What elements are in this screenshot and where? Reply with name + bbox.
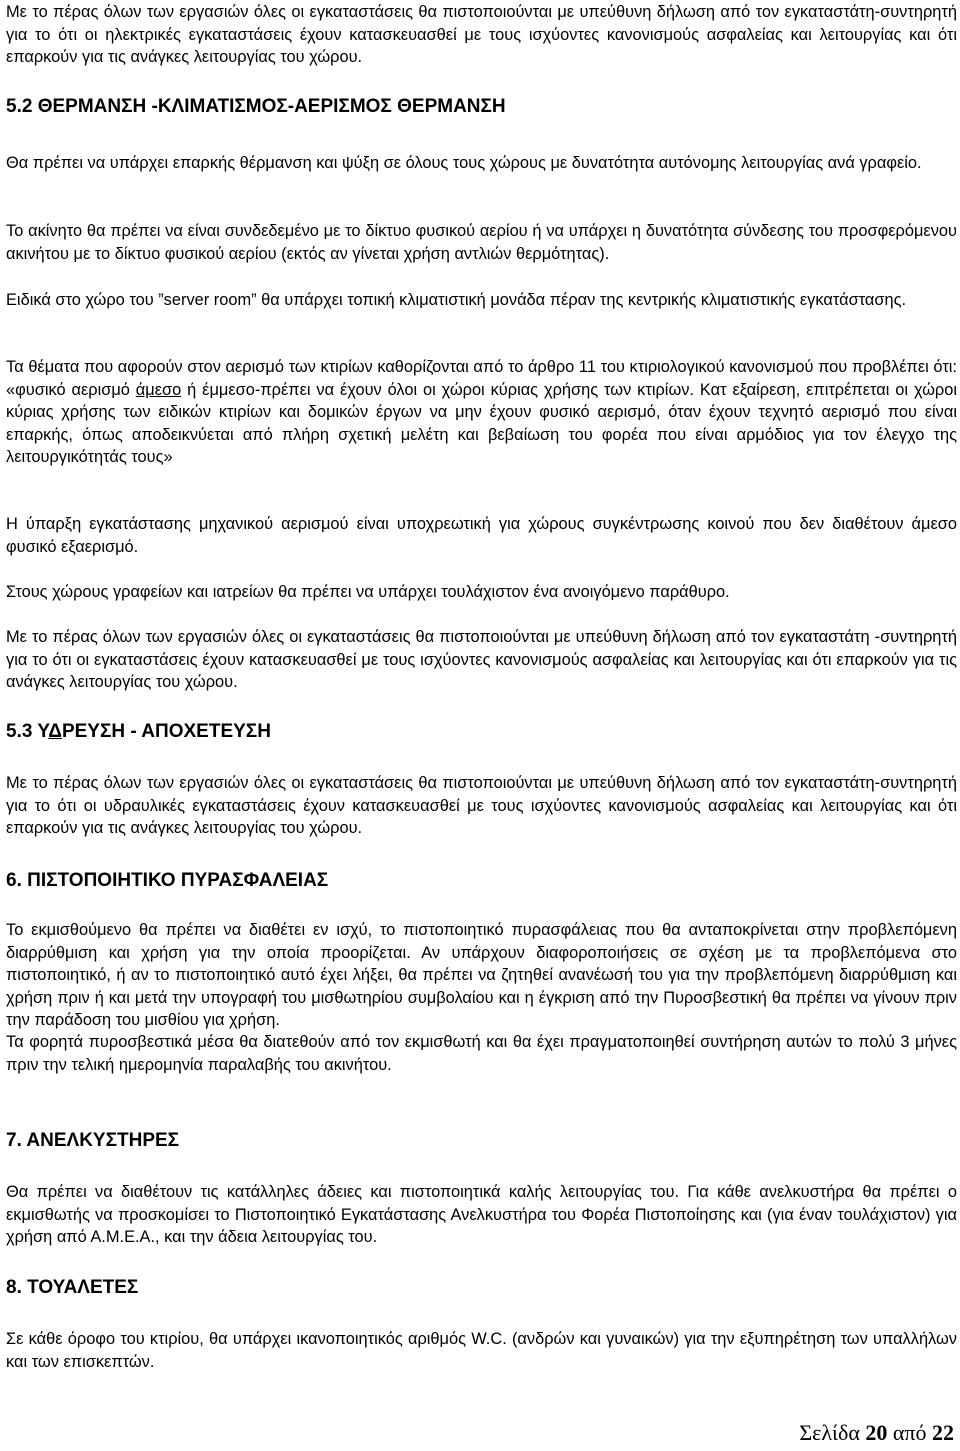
section-6-heading: 6. ΠΙΣΤΟΠΟΙΗΤΙΚΟ ΠΥΡΑΣΦΑΛΕΙΑΣ: [6, 870, 329, 891]
footer-label: Σελίδα: [799, 1420, 860, 1445]
section-5-3-heading: [6, 720, 271, 744]
s53-heading-part-1: 5.3 Υ: [6, 721, 49, 742]
footer-of: από: [892, 1420, 927, 1445]
section-7-heading: 7. ΑΝΕΛΚΥΣΤΗΡΕΣ: [6, 1130, 180, 1151]
s53-heading-underlined: Δ: [48, 721, 62, 742]
s6-paragraph-1: Το εκμισθούμενο θα πρέπει να διαθέτει εν ισχύ, το πιστοποιητικό πυρασφάλειας που θα ανταποκρίνεται στην προβλεπόμενη διαρρύθμιση και χρήση για την οποία προορίζεται. Αν υπάρχουν διαφοροποιήσεις σε σχέση με τα προβλεπόμενα στο πιστοποιητικό, ή αν το πιστοποιητικό αυτό έχει λήξει, θα πρέπει να ζητηθεί ανανέωσή του για την προβλεπόμενη διαρρύθμιση και χρήση πριν ή και μετά την υπογραφή του μισθωτηρίου συμβολαίου και η έγκριση από την Πυροσβεστική θα πρέπει να γίνουν πριν την παράδοση του μισθίου για χρήση.: [6, 921, 957, 1029]
s52-paragraph-2: Το ακίνητο θα πρέπει να είναι συνδεδεμένο με το δίκτυο φυσικού αερίου ή να υπάρχει η δυνατότητα σύνδεσης του προσφερόμενου ακινήτου με το δίκτυο φυσικού αερίου (εκτός αν γίνεται χρήση αντλιών θερμότητας).: [6, 222, 957, 263]
s52-paragraph-3: Ειδικά στο χώρο του ”server room” θα υπάρχει τοπική κλιματιστική μονάδα πέραν της κεντρικής κλιματιστικής εγκατάστασης.: [6, 291, 907, 309]
s53-paragraph-1: Με το πέρας όλων των εργασιών όλες οι εγκαταστάσεις θα πιστοποιούνται με υπεύθυνη δήλωση από τον εγκαταστάτη-συντηρητή για το ότι οι υδραυλικές εγκαταστάσεις έχουν κατασκευασθεί με τους ισχύοντες κανονισμούς ασφαλείας και λειτουργίας και ότι επαρκούν για τις ανάγκες λειτουργίας του χώρου.: [6, 774, 957, 837]
s52-paragraph-4: [6, 356, 957, 469]
s52-paragraph-6: Στους χώρους γραφείων και ιατρείων θα πρέπει να υπάρχει τουλάχιστον ένα ανοιγόμενο παράθυρο.: [6, 583, 730, 601]
section-8-heading: 8. ΤΟΥΑΛΕΤΕΣ: [6, 1277, 139, 1298]
footer-total-pages: 22: [932, 1420, 954, 1445]
s52-paragraph-1: Θα πρέπει να υπάρχει επαρκής θέρμανση και ψύξη σε όλους τους χώρους με δυνατότητα αυτόνομης λειτουργίας ανά γραφείο.: [6, 154, 922, 172]
s6-paragraph-2: Τα φορητά πυροσβεστικά μέσα θα διατεθούν από τον εκμισθωτή και θα έχει πραγματοποιηθεί συντήρηση αυτών το πολύ 3 μήνες πριν την τελική ημερομηνία παραλαβής του ακινήτου.: [6, 1033, 957, 1074]
s7-paragraph-1: Θα πρέπει να διαθέτουν τις κατάλληλες άδειες και πιστοποιητικά καλής λειτουργίας του. Για κάθε ανελκυστήρα θα πρέπει ο εκμισθωτής να προσκομίσει το Πιστοποιητικό Εγκατάστασης Ανελκυστήρα του Φορέα Πιστοποίησης και (για έναν τουλάχιστον) για χρήση από Α.Μ.Ε.Α., και την άδεια λειτουργίας του.: [6, 1183, 957, 1246]
page-number-footer: [799, 1419, 954, 1447]
s52-paragraph-7: Με το πέρας όλων των εργασιών όλες οι εγκαταστάσεις θα πιστοποιούνται με υπεύθυνη δήλωση από τον εγκαταστάτη -συντηρητή για το ότι οι εγκαταστάσεις έχουν κατασκευασθεί με τους ισχύοντες κανονισμούς ασφαλείας και λειτουργίας και ότι επαρκούν για τις ανάγκες λειτουργίας του χώρου.: [6, 628, 957, 691]
s53-heading-part-2: ΡΕΥΣΗ - ΑΠΟΧΕΤΕΥΣΗ: [61, 721, 271, 742]
s52-p4-part-1: Τα θέματα που αφορούν στον αερισμό των κτιρίων καθορίζονται από το άρθρο 11 του κτιριολογικού κανονισμού που προβλέπει ότι: «φυσικό αερισμό: [6, 358, 957, 399]
s52-paragraph-5: Η ύπαρξη εγκατάστασης μηχανικού αερισμού είναι υποχρεωτική για χώρους συγκέντρωσης κοινού που δεν διαθέτουν άμεσο φυσικό εξαερισμό.: [6, 515, 957, 556]
s52-p4-part-2: ή έμμεσο-πρέπει να έχουν όλοι οι χώροι κύριας χρήσης των κτιρίων. Κατ εξαίρεση, επιτρέπεται οι χώροι κύριας χρήσης των ειδικών κτιρίων και δομικών έργων να μην έχουν φυσικό αερισμό, όταν έχουν τεχνητό αερισμό που είναι επαρκής, όπως αποδεικνύεται από πλήρη σχετική μελέτη και βεβαίωση του φορέα που είναι αρμόδιος για τον έλεγχο της λειτουργικότητάς τους»: [6, 380, 957, 466]
s52-p4-underlined: άμεσο: [135, 380, 182, 399]
section-5-2-heading: 5.2 ΘΕΡΜΑΝΣΗ -ΚΛΙΜΑΤΙΣΜΟΣ-ΑΕΡΙΣΜΟΣ ΘΕΡΜΑΝΣΗ: [6, 96, 506, 117]
s8-paragraph-1: Σε κάθε όροφο του κτιρίου, θα υπάρχει ικανοποιητικός αριθμός W.C. (ανδρών και γυναικών) για την εξυπηρέτηση των υπαλλήλων και των επισκεπτών.: [6, 1330, 957, 1371]
intro-paragraph: Με το πέρας όλων των εργασιών όλες οι εγκαταστάσεις θα πιστοποιούνται με υπεύθυνη δήλωση από τον εγκαταστάτη-συντηρητή για το ότι οι ηλεκτρικές εγκαταστάσεις έχουν κατασκευασθεί με τους ισχύοντες κανονισμούς ασφαλείας και λειτουργίας και ότι επαρκούν για τις ανάγκες λειτουργίας του χώρου.: [6, 3, 957, 66]
footer-page-number: 20: [865, 1420, 888, 1445]
